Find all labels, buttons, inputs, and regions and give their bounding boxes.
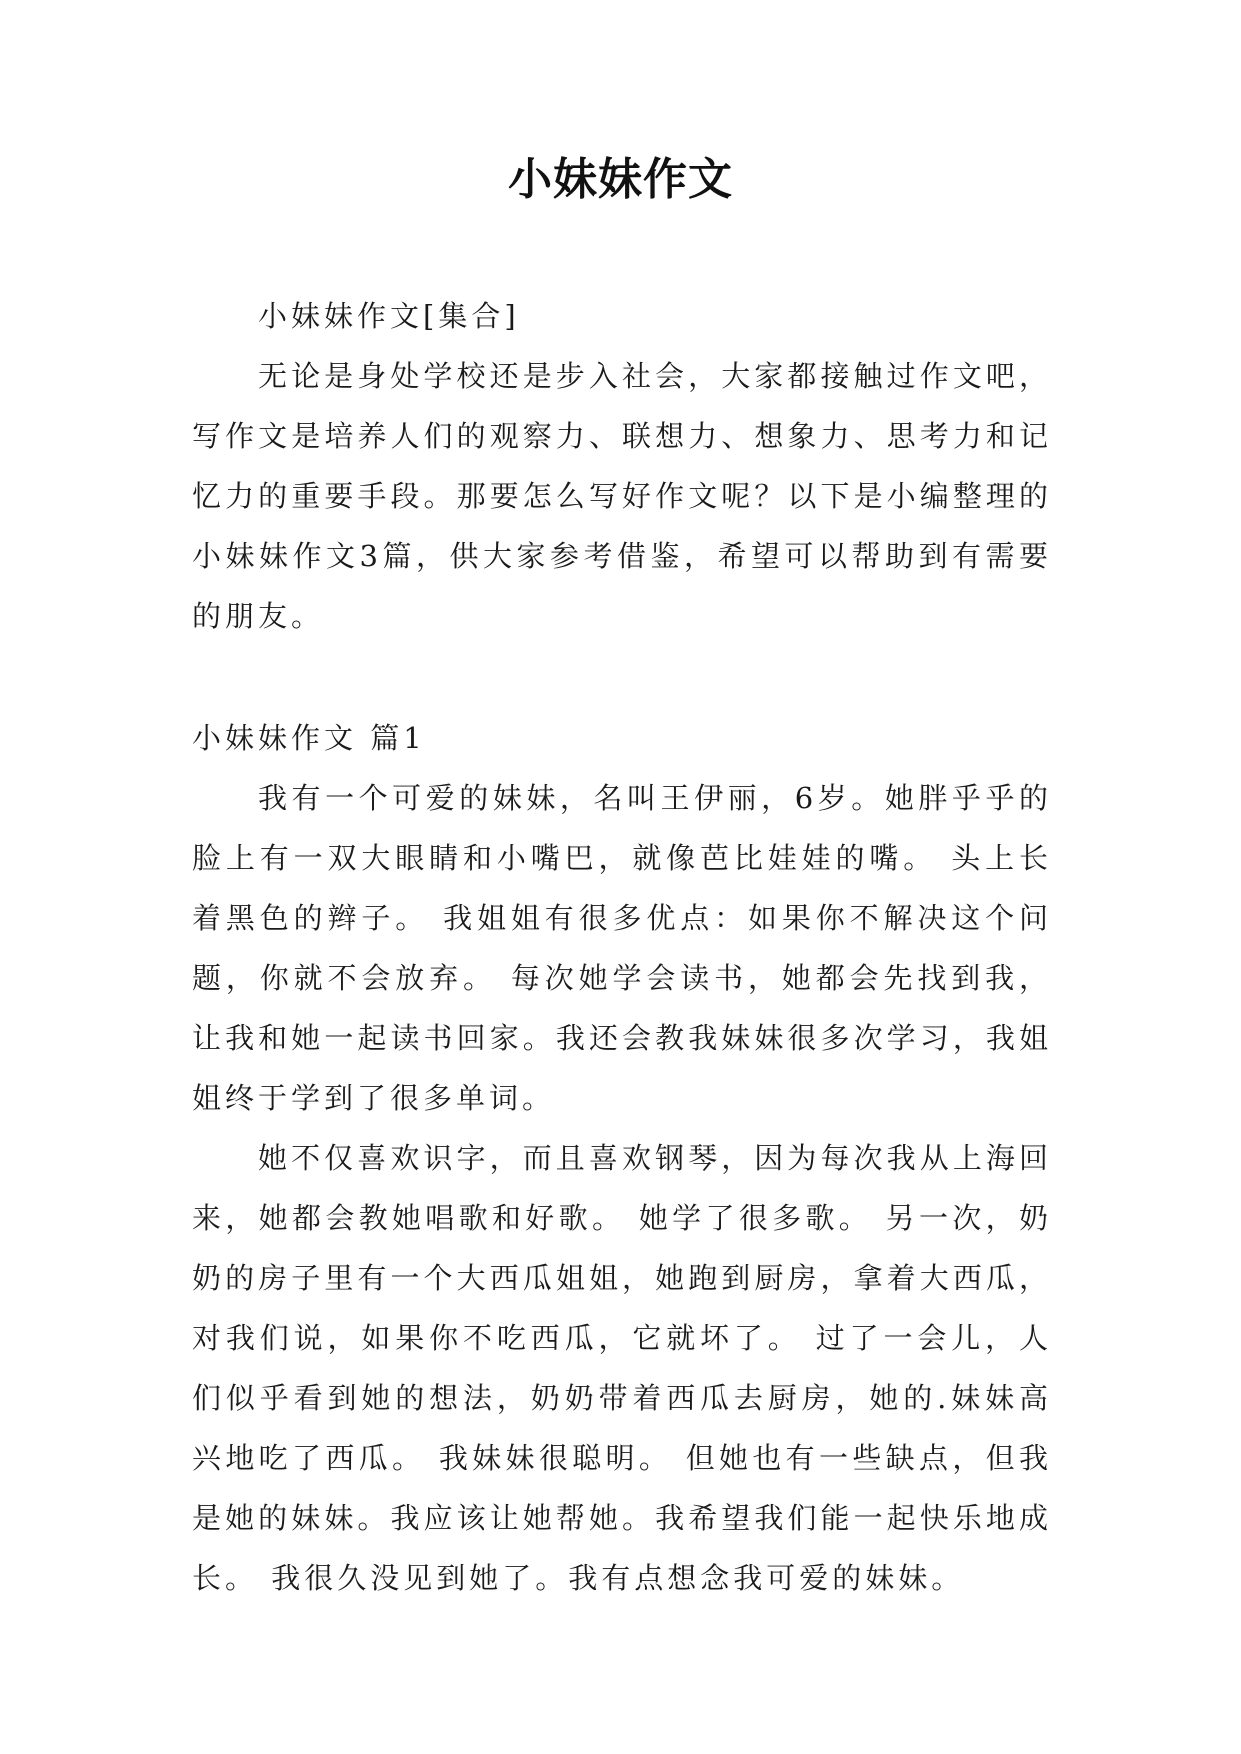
document-subtitle: 小妹妹作文[集合] <box>258 299 520 333</box>
section-spacer <box>192 646 1052 708</box>
document-title: 小妹妹作文 <box>508 154 733 205</box>
document-body <box>192 286 1052 1608</box>
body-paragraph: 我有一个可爱的妹妹，名叫王伊丽，6岁。她胖乎乎的脸上有一双大眼睛和小嘴巴，就像芭比娃娃的嘴。 头上长着黑色的辫子。 我姐姐有很多优点：如果你不解决这个问题，你就不会放弃。 每次她学会读书，她都会先找到我，让我和她一起读书回家。我还会教我妹妹很多次学习，我姐姐终于学到了很多单词。 <box>192 781 1052 1115</box>
intro-paragraph: 无论是身处学校还是步入社会，大家都接触过作文吧，写作文是培养人们的观察力、联想力、想象力、思考力和记忆力的重要手段。那要怎么写好作文呢？以下是小编整理的小妹妹作文3篇，供大家参考借鉴，希望可以帮助到有需要的朋友。 <box>192 359 1052 633</box>
body-paragraph: 她不仅喜欢识字，而且喜欢钢琴，因为每次我从上海回来，她都会教她唱歌和好歌。 她学了很多歌。 另一次，奶奶的房子里有一个大西瓜姐姐，她跑到厨房，拿着大西瓜，对我们说，如果你不吃西瓜，它就坏了。 过了一会儿，人们似乎看到她的想法，奶奶带着西瓜去厨房，她的.妹妹高兴地吃了西瓜。 我妹妹很聪明。 但她也有一些缺点，但我是她的妹妹。我应该让她帮她。我希望我们能一起快乐地成长。 我很久没见到她了。我有点想念我可爱的妹妹。 <box>192 1141 1052 1595</box>
section-heading: 小妹妹作文 篇1 <box>192 721 426 755</box>
